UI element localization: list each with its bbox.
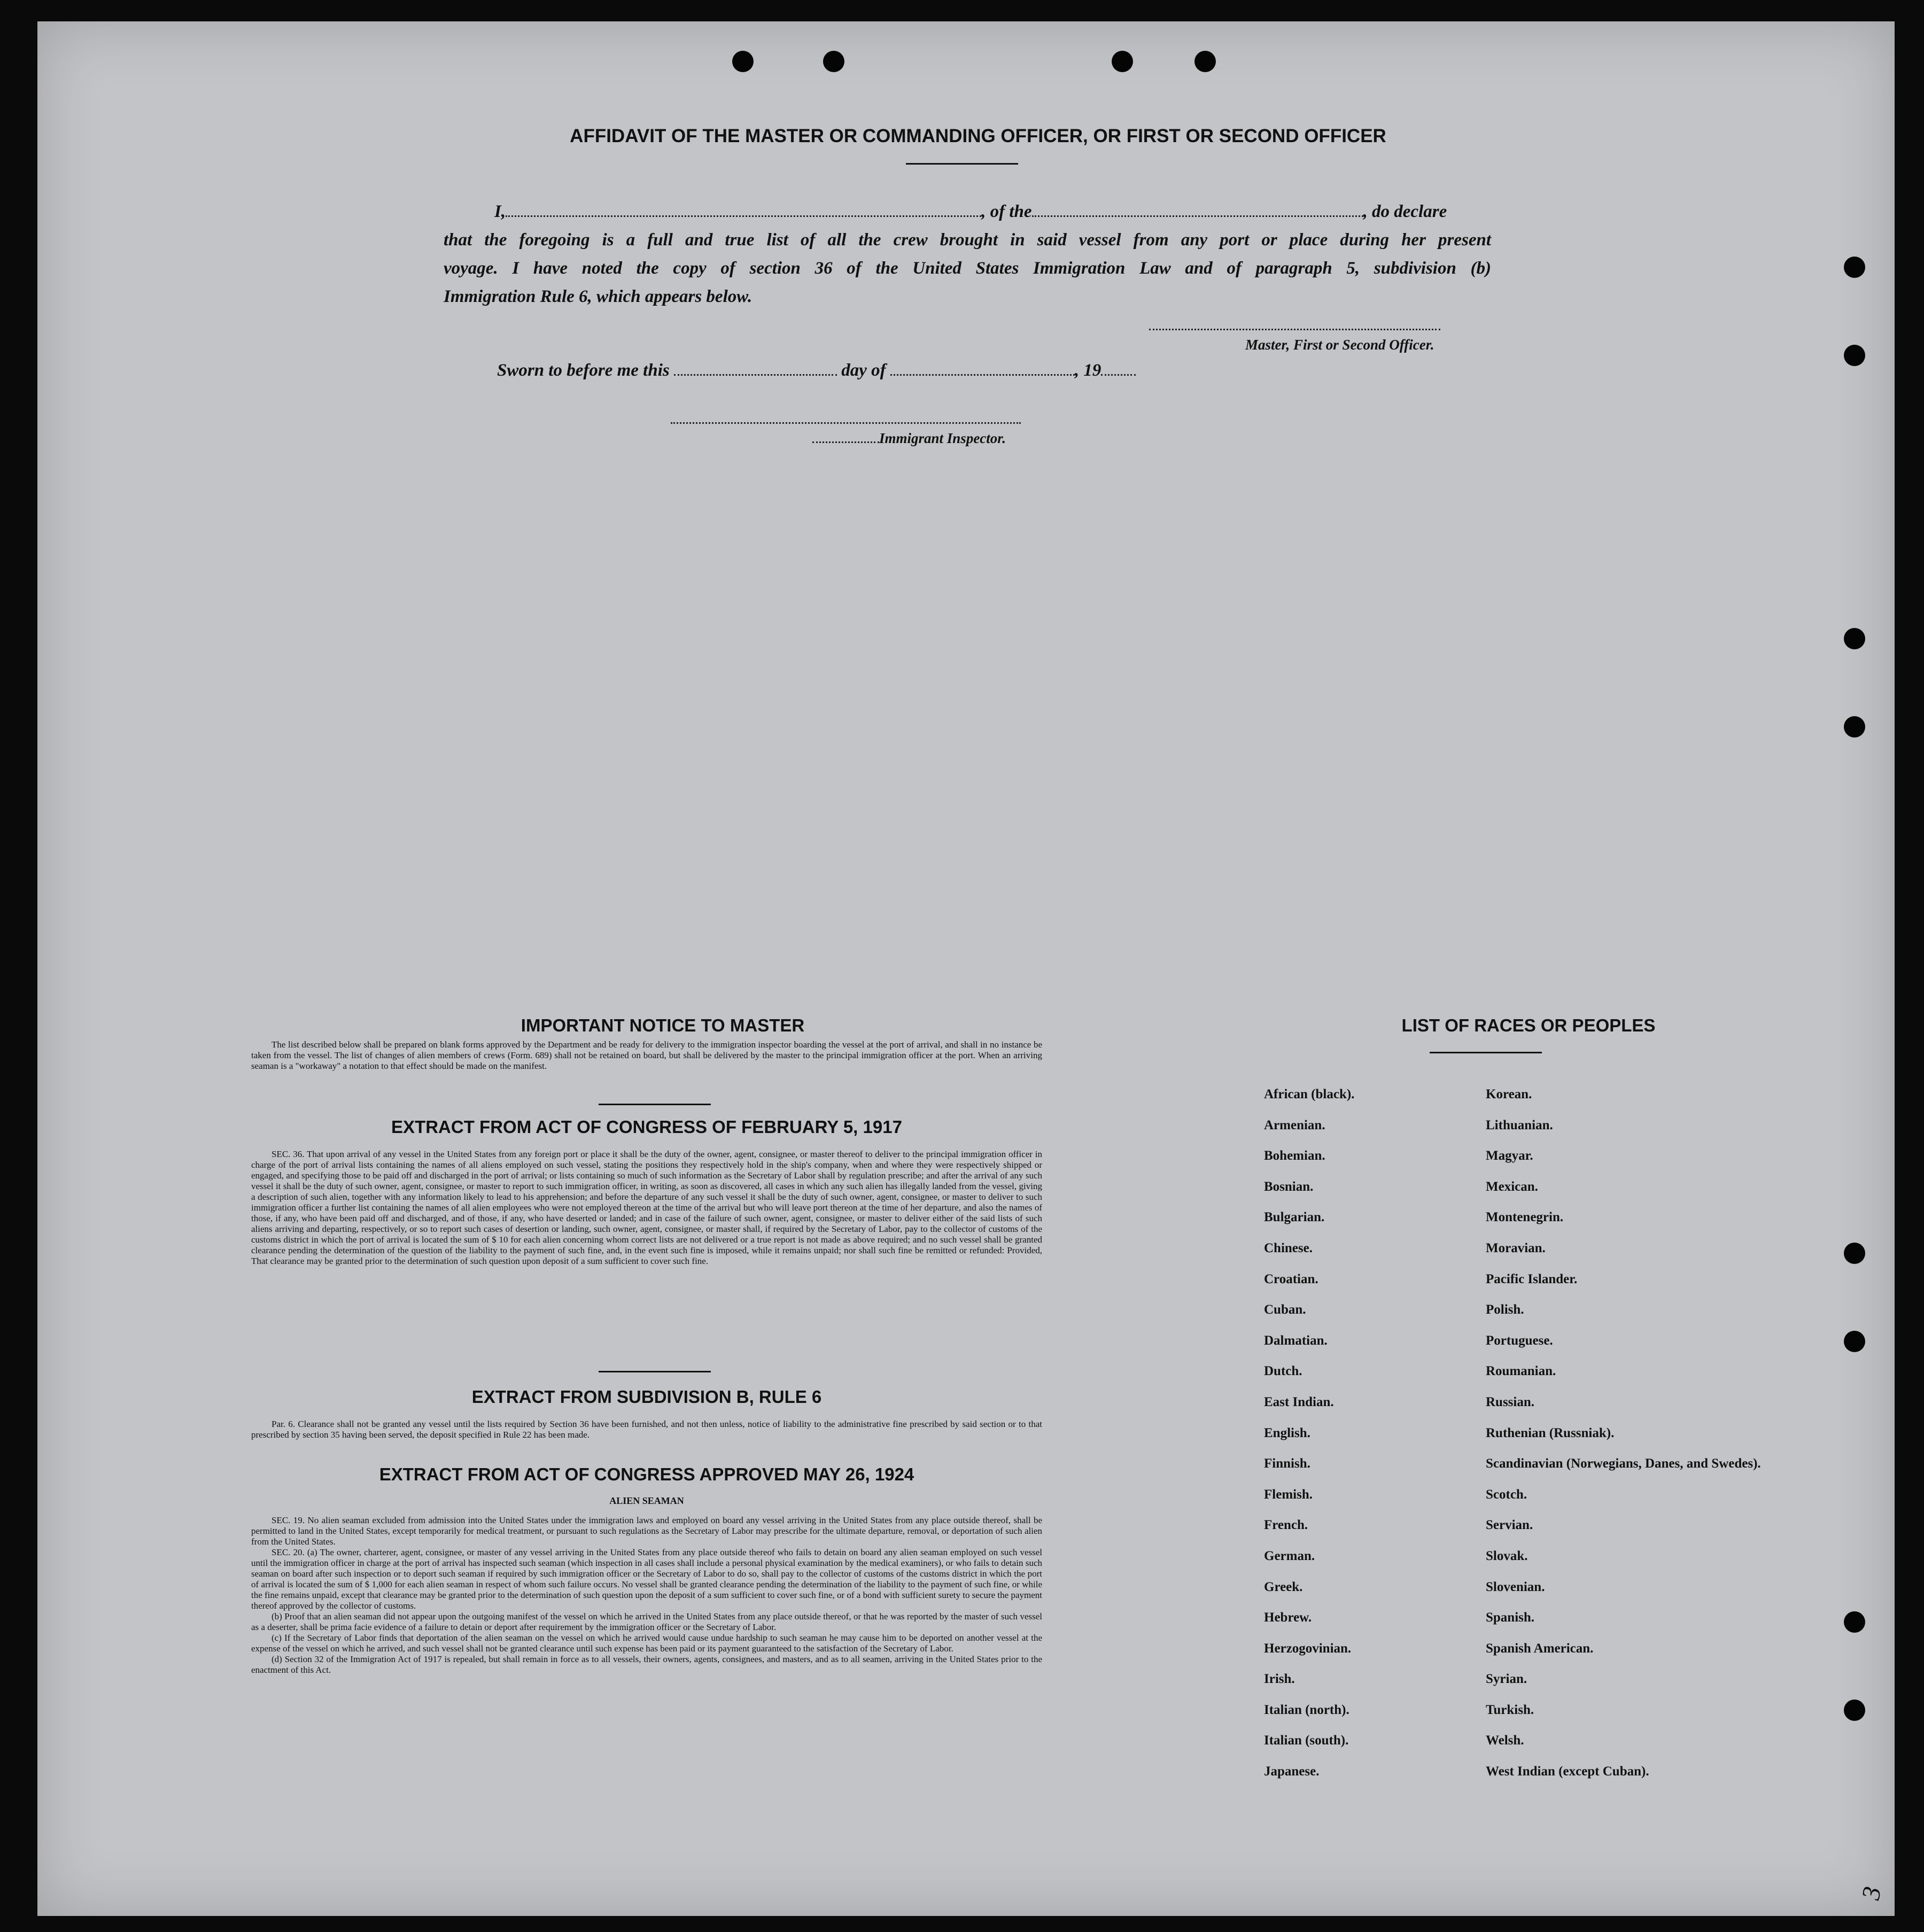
race-item: African (black). [1264, 1087, 1355, 1101]
extract-1924-title: EXTRACT FROM ACT OF CONGRESS APPROVED MAY 26, 1924 [379, 1464, 914, 1484]
race-item: Spanish American. [1486, 1641, 1594, 1656]
affidavit-line-3: voyage. I have noted the copy of section 36 of the United States Immigration Law and of paragraph 5, subdivision (b) [444, 259, 1491, 278]
race-item: West Indian (except Cuban). [1486, 1764, 1649, 1779]
race-item: Syrian. [1486, 1672, 1527, 1687]
race-item: Scandinavian (Norwegians, Danes, and Swedes). [1486, 1456, 1761, 1471]
notice-divider [599, 1104, 711, 1105]
par-6-paragraph: Par. 6. Clearance shall not be granted any vessel until the lists required by Section 36 have been furnished, and not then unless, notice of liability to the administrative fine prescribed by said section or to that prescribed by section 35 having been served, the deposit specified in Rule 22 has been made. [251, 1419, 1042, 1440]
races-title: LIST OF RACES OR PEOPLES [1401, 1015, 1656, 1035]
affidavit-of-the: , of the [981, 202, 1032, 221]
sec-19-paragraph: SEC. 19. No alien seaman excluded from admission into the United States under the immigration laws and employed on board any vessel arriving in the United States from any place outside thereof, shall be permitted to land in the United States, except temporarily for medical treatment, or pursuant to such regulations as the Secretary of Labor may prescribe for the ultimate departure, removal, or deportation of such alien from the United States. [251, 1515, 1042, 1547]
race-item: Scotch. [1486, 1487, 1527, 1502]
sec-20d-paragraph: (d) Section 32 of the Immigration Act of 1917 is repealed, but shall remain in force as to all vessels, their owners, agents, consignees, and masters, and as to all seamen, arriving in the United States prior to the enactment of this Act. [251, 1654, 1042, 1675]
races-underline [1430, 1052, 1542, 1053]
race-item: Herzogovinian. [1264, 1641, 1352, 1656]
punch-hole [1844, 1331, 1865, 1352]
race-item: East Indian. [1264, 1394, 1334, 1409]
race-item: Korean. [1486, 1087, 1532, 1101]
name-blank [506, 215, 981, 217]
punch-hole [1844, 1243, 1865, 1264]
race-item: Dutch. [1264, 1364, 1302, 1379]
race-item: Pacific Islander. [1486, 1271, 1578, 1286]
affidavit-i: I, [494, 202, 506, 221]
year-prefix: , 19 [1074, 361, 1101, 380]
punch-hole [1844, 1700, 1865, 1721]
race-item: Montenegrin. [1486, 1210, 1564, 1225]
affidavit-line-2: that the foregoing is a full and true list of all the crew brought in said vessel from any port or place during her present [444, 230, 1491, 250]
race-item: Bulgarian. [1264, 1210, 1325, 1225]
punch-hole [1112, 51, 1133, 72]
master-signature-line [1149, 329, 1440, 330]
affidavit-body [444, 198, 1491, 311]
race-item: Welsh. [1486, 1733, 1524, 1748]
sworn-line [497, 361, 1136, 381]
punch-hole [823, 51, 844, 72]
race-item: Bosnian. [1264, 1179, 1314, 1194]
race-item: Cuban. [1264, 1302, 1306, 1317]
race-item: Slovenian. [1486, 1579, 1545, 1594]
master-label: Master, First or Second Officer. [1245, 337, 1434, 353]
inspector-signature-line [671, 422, 1021, 424]
race-item: Ruthenian (Russniak). [1486, 1425, 1615, 1440]
race-item: Flemish. [1264, 1487, 1313, 1502]
punch-hole [732, 51, 754, 72]
title-underline [906, 163, 1018, 165]
race-item: Armenian. [1264, 1118, 1325, 1132]
race-item: Lithuanian. [1486, 1118, 1553, 1132]
race-item: Hebrew. [1264, 1610, 1312, 1625]
race-item: Moravian. [1486, 1240, 1546, 1255]
punch-hole [1844, 628, 1865, 649]
year-blank [1101, 374, 1136, 376]
race-item: German. [1264, 1548, 1315, 1563]
punch-hole [1844, 716, 1865, 738]
affidavit-line-1 [444, 198, 1491, 226]
notice-paragraph: The list described below shall be prepared on blank forms approved by the Department and be ready for delivery to the immigration inspector boarding the vessel at the port of arrival, and shall in no instance be taken from the vessel. The list of changes of alien members of crews (Form. 689) shall not be retained on board, but shall be delivered by the master to the principal immigration officer at the port. When an arriving seaman is a "workaway" a notation to that effect should be made on the manifest. [251, 1039, 1042, 1071]
day-of-text: day of [841, 361, 886, 380]
race-item: Magyar. [1486, 1149, 1533, 1163]
affidavit-line-4: Immigration Rule 6, which appears below. [444, 287, 752, 306]
race-item: Polish. [1486, 1302, 1524, 1317]
inspector-blank [812, 441, 879, 443]
race-item: Slovak. [1486, 1548, 1528, 1563]
extract-1917-title: EXTRACT FROM ACT OF CONGRESS OF FEBRUARY 5, 1917 [391, 1117, 902, 1137]
races-right-column [1486, 1088, 1764, 1796]
races-left-column [1264, 1088, 1472, 1796]
inspector-line [812, 430, 1006, 447]
punch-hole [1844, 257, 1865, 278]
race-item: Mexican. [1486, 1179, 1538, 1194]
affidavit-declare: , do declare [1363, 202, 1447, 221]
notice-title: IMPORTANT NOTICE TO MASTER [521, 1015, 805, 1035]
sec-20a-paragraph: SEC. 20. (a) The owner, charterer, agent, consignee, or master of any vessel arriving in the United States from any place outside thereof who fails to detain on board any alien seaman employed on such vessel until the immigration officer in charge at the port of arrival has inspected such seaman (which inspection in all cases shall include a personal physical examination by the medical examiners), or who fails to detain such seaman on board after such inspection or to deport such seaman if required by such immigration officer or the Secretary of Labor to do so, shall pay to the collector of customs of the customs district in which the port of arrival is located the sum of $ 1,000 for each alien seaman in respect of whom such failure occurs. No vessel shall be granted clearance pending the determination of the liability to the payment of such fine, or while the fine remains unpaid, except that clearance may be granted prior to the determination of such question upon the deposit of a sum sufficient to cover such fine, or of a bond with sufficient surety to secure the payment thereof approved by the collector of customs. [251, 1547, 1042, 1611]
document-page [37, 21, 1895, 1916]
affidavit-title: AFFIDAVIT OF THE MASTER OR COMMANDING OFFICER, OR FIRST OR SECOND OFFICER [570, 126, 1386, 146]
alien-seaman-subtitle: ALIEN SEAMAN [609, 1495, 684, 1506]
notice-text [251, 1039, 1042, 1072]
extract-rule6-title: EXTRACT FROM SUBDIVISION B, RULE 6 [471, 1387, 822, 1407]
race-item: Spanish. [1486, 1610, 1535, 1625]
race-item: French. [1264, 1518, 1308, 1533]
race-item: Finnish. [1264, 1456, 1310, 1471]
race-item: Japanese. [1264, 1764, 1320, 1779]
month-blank [890, 374, 1075, 376]
inspector-label: Immigrant Inspector. [879, 430, 1006, 446]
race-item: Irish. [1264, 1672, 1295, 1687]
sec-20b-paragraph: (b) Proof that an alien seaman did not appear upon the outgoing manifest of the vessel on which he arrived in the United States from any place outside thereof, or that he was reported by the master of such vessel as a deserter, shall be prima facie evidence of a failure to detain or deport after requirement by the immigration officer or the Secretary of Labor. [251, 1611, 1042, 1632]
extract-1924-text [251, 1515, 1042, 1675]
sec-20c-paragraph: (c) If the Secretary of Labor finds that deportation of the alien seaman on the vessel on which he arrived would cause undue hardship to such seaman he may cause him to be deported on another vessel at the expense of the vessel on which he arrived, and such vessel shall not be granted clearance until such expense has been paid or its payment guaranteed to the satisfaction of the Secretary of Labor. [251, 1633, 1042, 1654]
punch-hole [1844, 345, 1865, 366]
day-blank [674, 374, 837, 376]
race-item: Chinese. [1264, 1240, 1313, 1255]
race-item: Portuguese. [1486, 1333, 1553, 1348]
punch-hole [1194, 51, 1216, 72]
race-item: Roumanian. [1486, 1364, 1556, 1379]
race-item: Croatian. [1264, 1271, 1318, 1286]
race-item: Servian. [1486, 1518, 1533, 1533]
race-item: Bohemian. [1264, 1149, 1325, 1163]
race-item: Italian (south). [1264, 1733, 1349, 1748]
sworn-text: Sworn to before me this [497, 361, 670, 380]
race-item: English. [1264, 1425, 1310, 1440]
race-item: Dalmatian. [1264, 1333, 1328, 1348]
punch-hole [1844, 1611, 1865, 1633]
race-item: Turkish. [1486, 1702, 1534, 1717]
sec-36-paragraph: SEC. 36. That upon arrival of any vessel in the United States from any foreign port or place it shall be the duty of the owner, agent, consignee, or master thereof to deliver to the principal immigration officer in charge of the port of arrival lists containing the names of all aliens employed on such vessel, stating the positions they respectively hold in the ship's company, when and where they were respectively shipped or engaged, and specifying those to be paid off and discharged in the port of arrival; or lists containing so much of such information as the Secretary of Labor shall by regulation prescribe; and after the arrival of any such vessel it shall be the duty of such owner, agent, consignee, or master to report to such immigration officer, in writing, as soon as discovered, all cases in which any such alien has illegally landed from the vessel, giving a description of such alien, together with any information likely to lead to his apprehension; and before the departure of any such vessel it shall be the duty of such owner, agent, consignee, or master to deliver to such immigration officer a further list containing the names of all alien employees who were not employed thereon at the time of the arrival but who will leave port thereon at the time of her departure, and also the names of those, if any, who have been paid off and discharged, and of those, if any, who have deserted or landed; and in case of the failure of such owner, agent, consignee, or master to deliver either of the said lists of such aliens arriving and departing, respectively, or so to report such cases of desertion or landing, such owner, agent, consignee, or master shall, if required by the Secretary of Labor, pay to the collector of customs of the customs district in which the port of arrival is located the sum of $ 10 for each alien concerning whom correct lists are not delivered or a true report is not made as above required; and no such vessel shall be granted clearance pending the determination of the question of the liability to the payment of such fine, and, in the event such fine is imposed, while it remains unpaid; nor shall such fine be remitted or refunded: Provided, That clearance may be granted prior to the determination of such question upon deposit of a sum sufficient to cover such fine. [251, 1149, 1042, 1266]
vessel-blank [1032, 215, 1363, 217]
extract-1917-text [251, 1149, 1042, 1267]
race-item: Italian (north). [1264, 1702, 1349, 1717]
extract-1917-divider [599, 1371, 711, 1372]
extract-rule6-text [251, 1419, 1042, 1440]
handwritten-page-mark: 3 [1856, 1884, 1887, 1902]
race-item: Greek. [1264, 1579, 1303, 1594]
race-item: Russian. [1486, 1394, 1535, 1409]
